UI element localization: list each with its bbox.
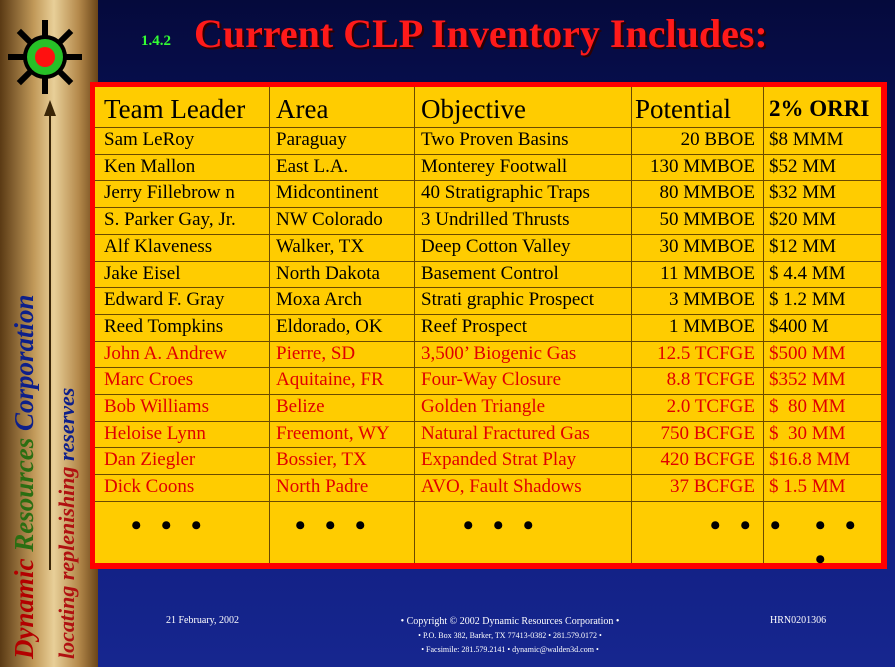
column-header: Team Leader xyxy=(104,94,246,124)
column-divider xyxy=(269,87,270,563)
table-cell: Freemont, WY xyxy=(276,422,390,444)
table-cell: Golden Triangle xyxy=(421,396,546,417)
table-cell: East L.A. xyxy=(276,155,349,177)
table-cell: Bob Williams xyxy=(104,396,209,417)
table-cell: Sam LeRoy xyxy=(104,129,195,150)
row-divider xyxy=(95,501,881,502)
table-cell: Deep Cotton Valley xyxy=(421,235,571,257)
table-cell: 1 MMBOE xyxy=(668,315,755,337)
table-cell: 750 BCFGE xyxy=(660,422,755,444)
table-cell: Ken Mallon xyxy=(104,155,196,177)
table-cell: North Dakota xyxy=(276,262,380,284)
table-cell: $400 M xyxy=(769,315,829,337)
column-divider xyxy=(414,87,415,563)
column-header: Area xyxy=(276,94,329,124)
footer-contact xyxy=(340,615,680,657)
column-header: 2% ORRI xyxy=(769,96,870,121)
table-cell: 11 MMBOE xyxy=(660,262,755,284)
table-cell: $ 1.5 MM xyxy=(769,476,846,498)
table-cell: North Padre xyxy=(276,476,369,498)
table-cell: S. Parker Gay, Jr. xyxy=(104,209,236,231)
table-cell: John A. Andrew xyxy=(104,342,227,364)
table-cell: $12 MM xyxy=(769,235,837,257)
table-cell: 12.5 TCFGE xyxy=(657,342,755,364)
table-cell: Dick Coons xyxy=(104,476,195,498)
table-cell: $352 MM xyxy=(769,369,846,391)
table-cell: 2.0 TCFGE xyxy=(666,396,755,417)
table-cell: $20 MM xyxy=(769,209,837,231)
ellipsis-cell: • • • xyxy=(815,508,862,576)
table-cell: Four-Way Closure xyxy=(421,369,562,391)
table-cell: Basement Control xyxy=(421,262,559,284)
slide-title: Current CLP Inventory Includes: xyxy=(194,11,768,56)
table-cell: Eldorado, OK xyxy=(276,315,383,337)
ellipsis-cell: • • • xyxy=(710,508,787,542)
table-cell: Monterey Footwall xyxy=(421,155,568,177)
table-cell: Jake Eisel xyxy=(104,262,181,284)
ellipsis-cell: • • • xyxy=(463,508,540,542)
table-cell: $ 4.4 MM xyxy=(769,262,846,284)
table-cell: 8.8 TCFGE xyxy=(666,369,755,391)
sidebar-banner xyxy=(0,0,98,667)
inventory-table-frame xyxy=(90,82,887,576)
table-cell: 130 MMBOE xyxy=(649,155,755,177)
table-cell: $8 MMM xyxy=(769,129,844,150)
footer-address: • P.O. Box 382, Barker, TX 77413-0382 • 281.579.0172 • xyxy=(418,631,602,640)
table-cell: 420 BCFGE xyxy=(660,449,755,471)
table-cell: NW Colorado xyxy=(276,209,383,231)
table-cell: Expanded Strat Play xyxy=(421,449,577,471)
table-cell: AVO, Fault Shadows xyxy=(421,476,582,498)
table-cell: Dan Ziegler xyxy=(104,449,196,471)
table-cell: Heloise Lynn xyxy=(104,422,206,444)
table-cell: $ 80 MM xyxy=(769,396,846,417)
table-cell: Two Proven Basins xyxy=(421,129,569,150)
table-cell: Pierre, SD xyxy=(276,342,356,364)
table-cell: Strati graphic Prospect xyxy=(421,289,595,311)
table-cell: 3 Undrilled Thrusts xyxy=(421,209,570,231)
slide-number: 1.4.2 xyxy=(141,33,171,49)
table-cell: Bossier, TX xyxy=(276,449,367,471)
table-cell: Moxa Arch xyxy=(276,289,363,311)
table-cell: 20 BBOE xyxy=(680,129,755,150)
compass-logo-icon xyxy=(8,20,82,94)
table-cell: Alf Klaveness xyxy=(104,235,213,257)
table-cell: Aquitaine, FR xyxy=(276,369,384,391)
company-name-vertical: Dynamic Resources Corporation xyxy=(9,294,39,659)
table-cell: Paraguay xyxy=(276,129,347,150)
table-cell: 50 MMBOE xyxy=(659,209,755,231)
footer-date: 21 February, 2002 xyxy=(166,615,239,626)
footer-document-code: HRN0201306 xyxy=(770,615,827,626)
table-cell: $500 MM xyxy=(769,342,846,364)
table-cell: $ 1.2 MM xyxy=(769,289,846,311)
table-cell: Reed Tompkins xyxy=(104,315,224,337)
table-cell: 3 MMBOE xyxy=(668,289,755,311)
column-header: Objective xyxy=(421,94,526,124)
inventory-table xyxy=(95,87,881,576)
table-cell: $32 MM xyxy=(769,182,837,204)
footer-fax-email: • Facsimile: 281.579.2141 • dynamic@walden3d.com • xyxy=(421,645,599,654)
table-cell: 37 BCFGE xyxy=(670,476,755,498)
table-cell: $ 30 MM xyxy=(769,422,846,444)
ellipsis-cell: • • • xyxy=(295,508,372,542)
table-cell: Midcontinent xyxy=(276,182,379,204)
table-cell: 30 MMBOE xyxy=(659,235,755,257)
table-cell: $52 MM xyxy=(769,155,837,177)
column-divider xyxy=(763,87,764,563)
ellipsis-cell: • • • xyxy=(131,508,208,542)
table-cell: Marc Croes xyxy=(104,369,194,391)
table-cell: 3,500’ Biogenic Gas xyxy=(421,342,577,364)
table-cell: $16.8 MM xyxy=(769,449,851,471)
table-cell: Natural Fractured Gas xyxy=(421,422,590,444)
table-cell: Walker, TX xyxy=(276,235,365,257)
footer-copyright: • Copyright © 2002 Dynamic Resources Corporation • xyxy=(400,616,620,627)
table-cell: 40 Stratigraphic Traps xyxy=(421,182,590,204)
table-cell: Reef Prospect xyxy=(421,315,528,337)
table-cell: Jerry Fillebrow n xyxy=(104,182,235,204)
table-cell: Edward F. Gray xyxy=(104,289,225,311)
table-cell: 80 MMBOE xyxy=(659,182,755,204)
tagline-vertical: locating replenishing reserves xyxy=(54,387,79,659)
column-header: Potential xyxy=(635,94,731,124)
table-cell: Belize xyxy=(276,396,325,417)
